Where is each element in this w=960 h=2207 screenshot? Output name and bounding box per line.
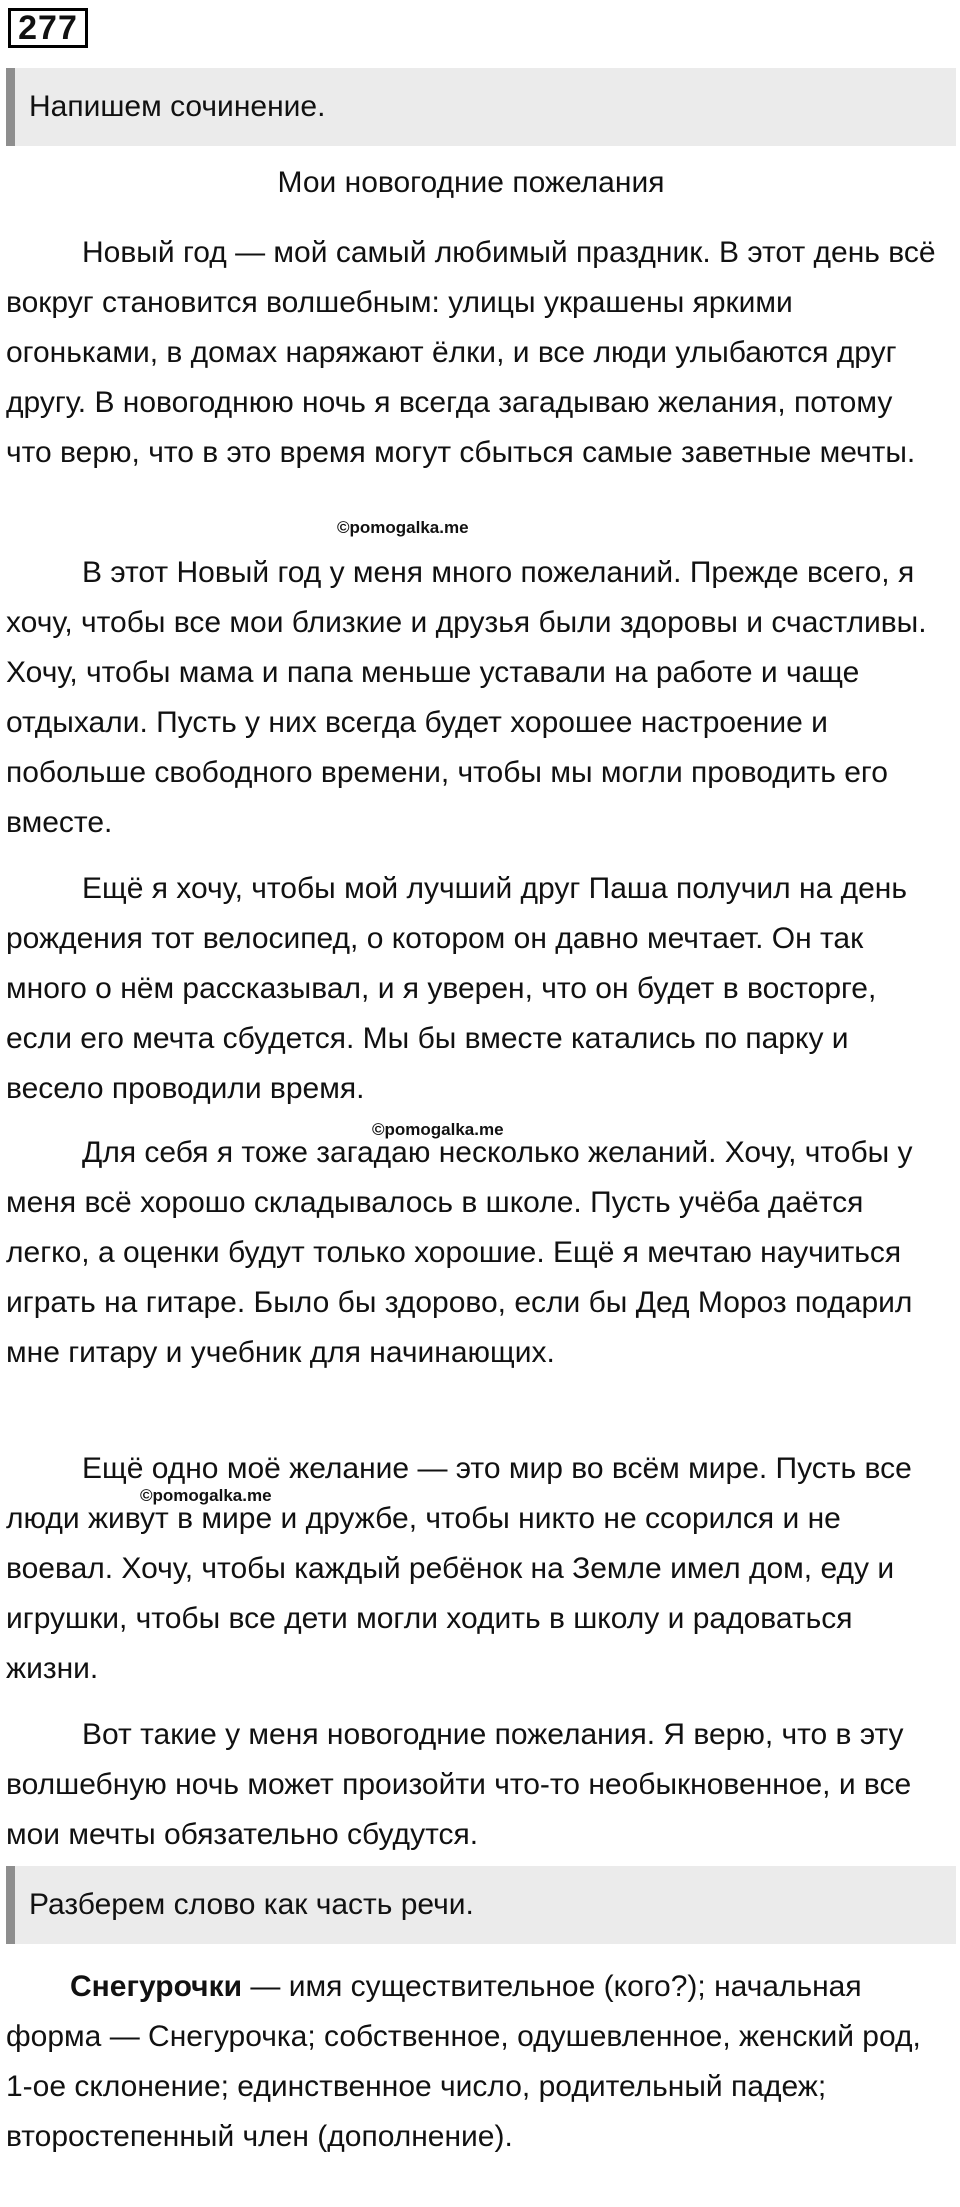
analyzed-word: Снегурочки xyxy=(70,1970,243,2003)
section-header-essay: Напишем сочинение. xyxy=(6,68,956,146)
watermark: ©pomogalka.me xyxy=(337,518,469,537)
analysis-text: — имя существительное (кого?); начальная форма — Снегурочка; собственное, одушевленное, женский род, 1-ое склонение; единственное число, родительный падеж; второстепенный член (дополнение). xyxy=(6,1970,921,2153)
essay-paragraph-3: Ещё я хочу, чтобы мой лучший друг Паша получил на день рождения тот велосипед, о котором он давно мечтает. Он так много о нём рассказывал, и я уверен, что он будет в восторге, если его мечта сбудется. Мы бы вместе катались по парку и весело проводили время. xyxy=(6,872,907,1105)
task-number-box: 277 xyxy=(8,8,88,48)
watermark: ©pomogalka.me xyxy=(140,1486,272,1505)
essay-paragraph-1: Новый год — мой самый любимый праздник. В этот день всё вокруг становится волшебным: улицы украшены яркими огоньками, в домах наряжают ёлки, и все люди улыбаются друг другу. В новогоднюю ночь я всегда загадываю желания, потому что верю, что в это время могут сбыться самые заветные мечты. xyxy=(6,236,936,469)
essay-paragraph-5: Ещё одно моё желание — это мир во всём мире. Пусть все люди живут в мире и дружбе, чтобы никто не ссорился и не воевал. Хочу, чтобы каждый ребёнок на Земле имел дом, еду и игрушки, чтобы все дети могли ходить в школу и радоваться жизни. xyxy=(6,1452,912,1685)
essay-paragraph-4: Для себя я тоже загадаю несколько желаний. Хочу, чтобы у меня всё хорошо складывалось в школе. Пусть учёба даётся легко, а оценки будут только хорошие. Ещё я мечтаю научиться играть на гитаре. Было бы здорово, если бы Дед Мороз подарил мне гитару и учебник для начинающих. xyxy=(6,1136,913,1369)
watermark: ©pomogalka.me xyxy=(372,1120,504,1139)
essay-paragraph-6: Вот такие у меня новогодние пожелания. Я верю, что в эту волшебную ночь может произойти что-то необыкновенное, и все мои мечты обязательно сбудутся. xyxy=(6,1718,912,1851)
essay-title: Мои новогодние пожелания xyxy=(277,166,665,199)
section-header-parse: Разберем слово как часть речи. xyxy=(6,1866,956,1944)
essay-paragraph-2: В этот Новый год у меня много пожеланий. Прежде всего, я хочу, чтобы все мои близкие и друзья были здоровы и счастливы. Хочу, чтобы мама и папа меньше уставали на работе и чаще отдыхали. Пусть у них всегда будет хорошее настроение и побольше свободного времени, чтобы мы могли проводить его вместе. xyxy=(6,556,927,839)
word-analysis xyxy=(6,1962,942,2162)
